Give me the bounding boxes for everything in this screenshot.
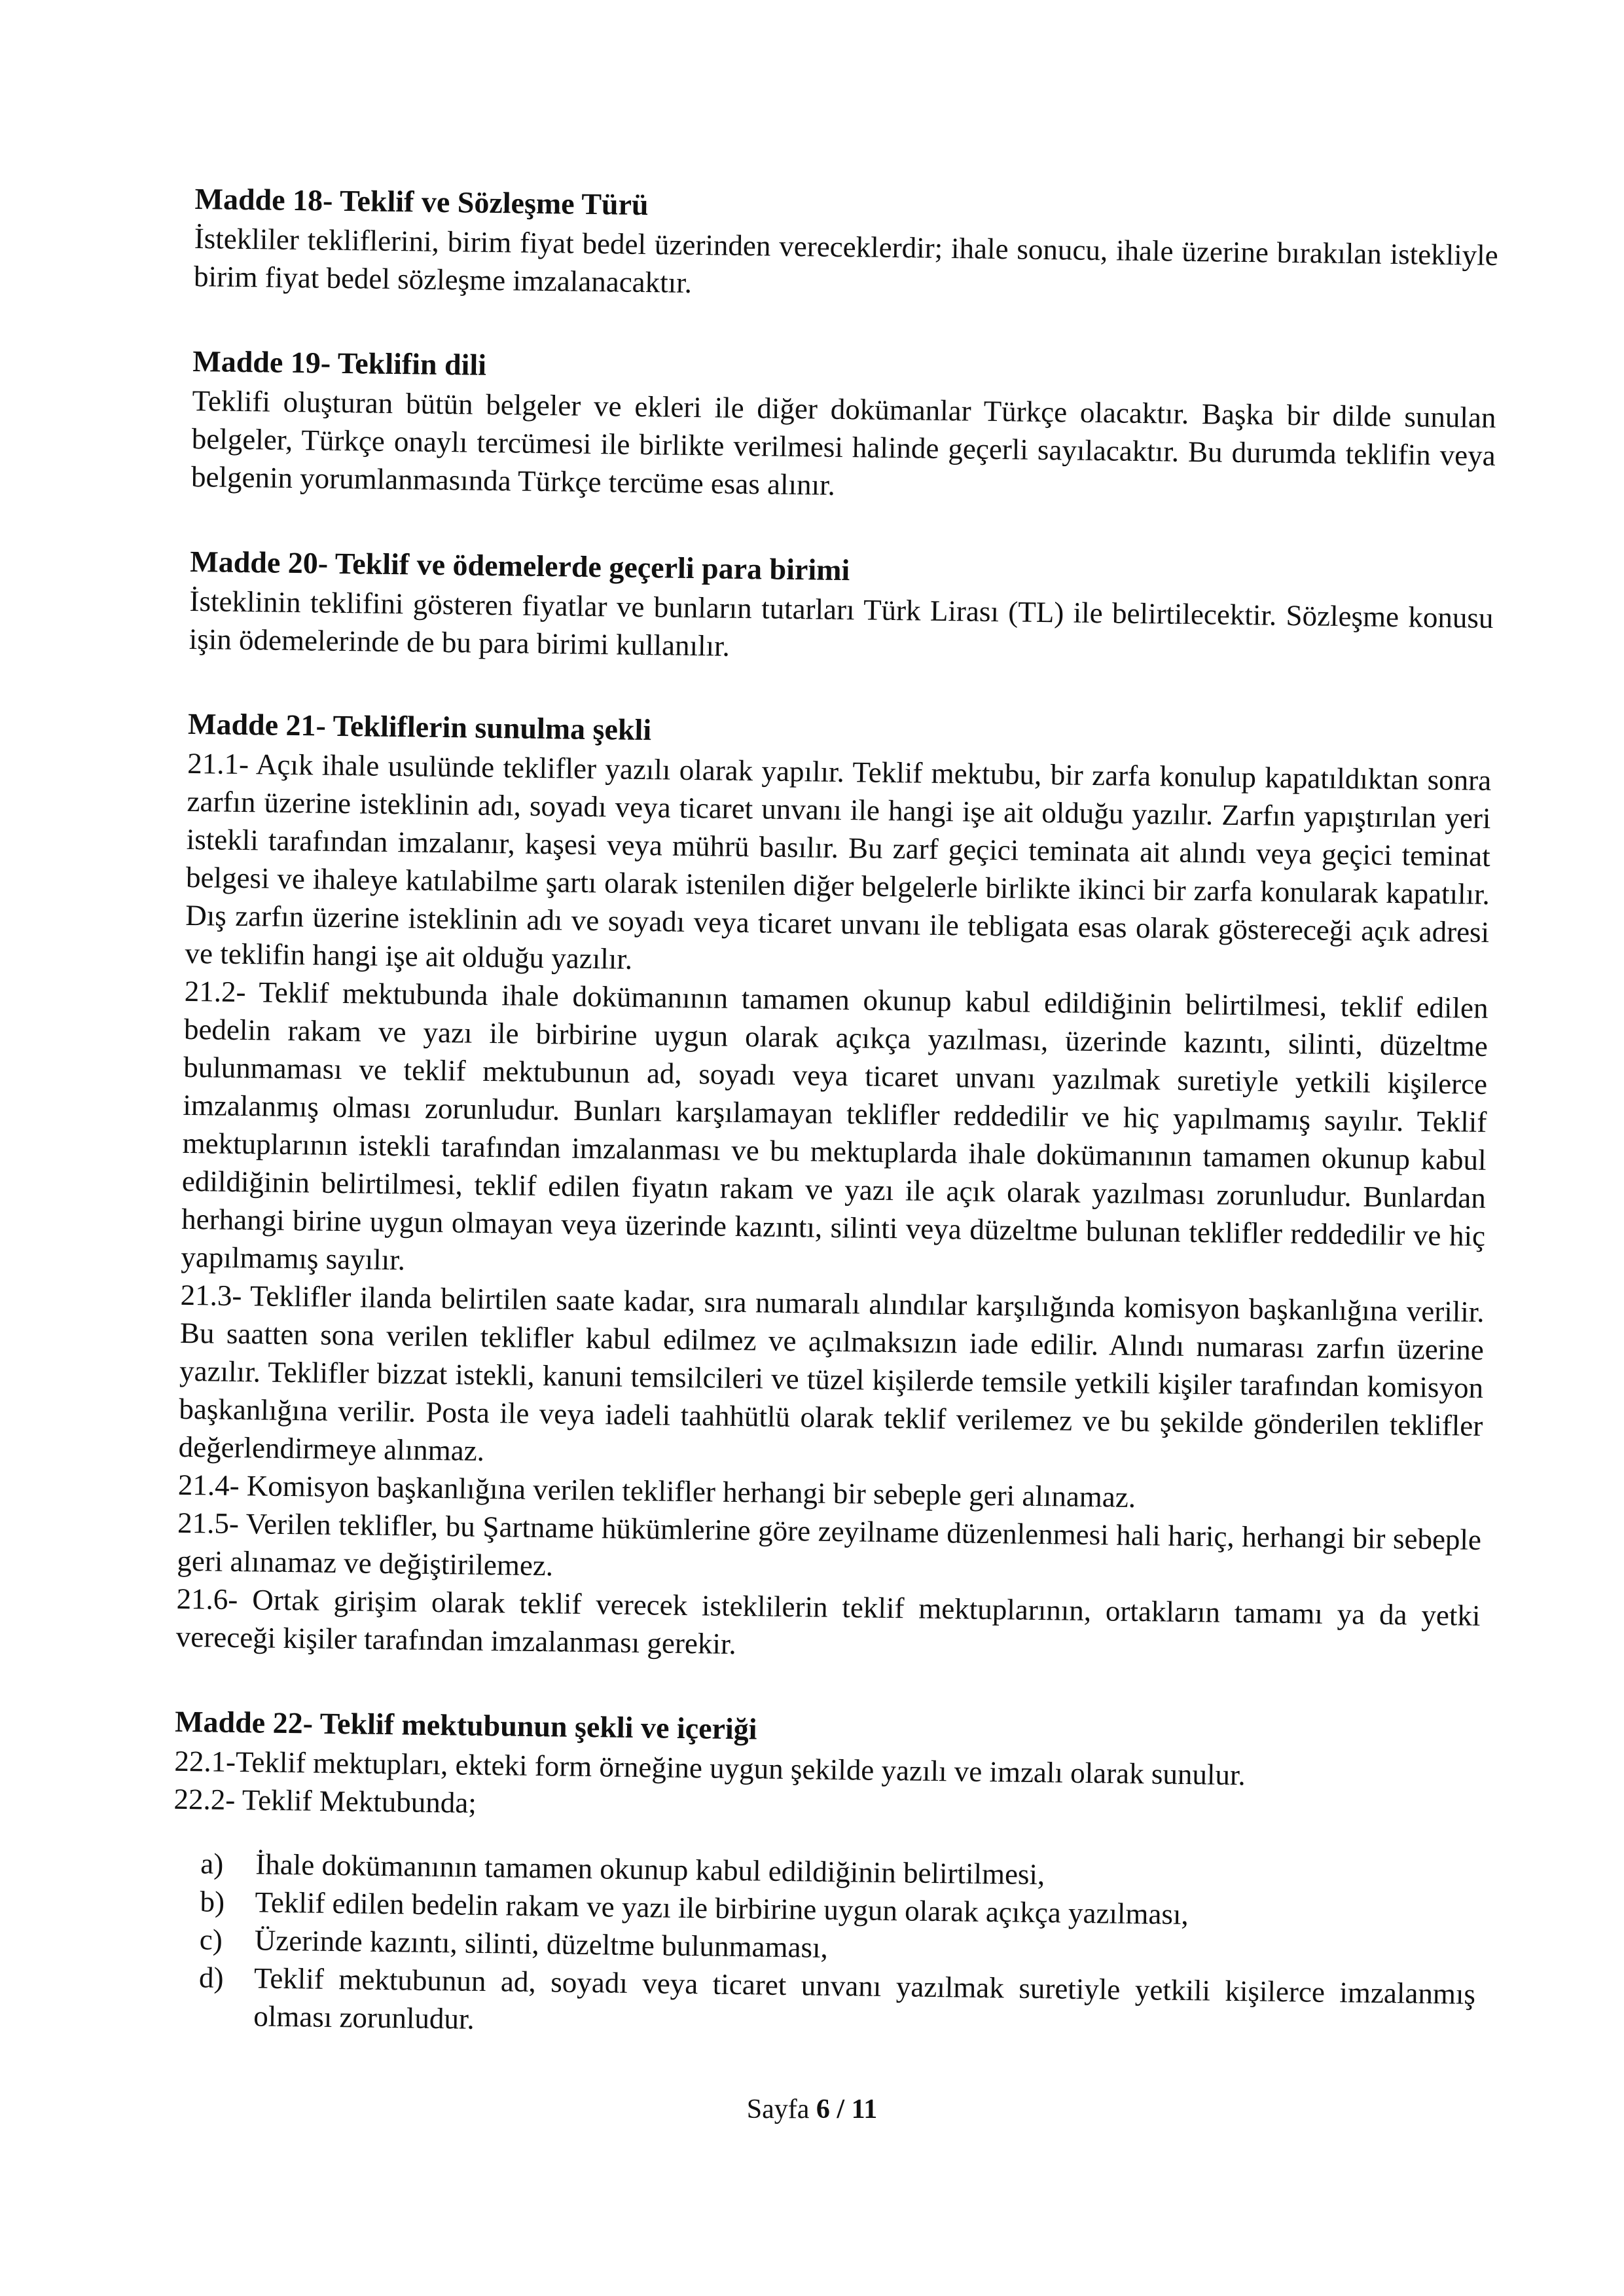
article-heading: Madde 22- Teklif mektubunun şekli ve içeriği: [174, 1704, 757, 1746]
article-paragraph: İstekliler tekliflerini, birim fiyat bedel üzerinden vereceklerdir; ihale sonucu, ihale üzerine bırakılan istekliyle birim fiyat bedel sözleşme imzalanacaktır.: [193, 221, 1498, 299]
list-item-text: Teklif edilen bedelin rakam ve yazı ile birbirine uygun olarak açıkça yazılması,: [255, 1886, 1189, 1931]
page-number: 6: [816, 2094, 830, 2124]
list-item-text: İhale dokümanının tamamen okunup kabul edildiğinin belirtilmesi,: [255, 1848, 1045, 1891]
page-footer: [0, 2094, 1624, 2125]
page-content: [170, 180, 1499, 2098]
list-item: [171, 1958, 1475, 2051]
article-heading: Madde 21- Tekliflerin sunulma şekli: [187, 706, 652, 747]
clause-21-2: 21.2- Teklif mektubunda ihale dokümanının tamamen okunup kabul edildiğinin belirtilmesi, teklif edilen bedelin rakam ve yazı ile birbirine uygun olarak açıkça yazılması, üzerinde kazıntı, silinti, düzeltme bulunmaması ve teklif mektubunun ad, soyadı veya ticaret unvanı yazılmak suretiyle yetkili kişilerce imzalanmış olması zorunludur. Bunları karşılamayan teklifler reddedilir ve hiç yapılmamış sayılır. Teklif mektuplarının istekli tarafından imzalanması ve bu mektuplarda ihale dokümanının tamamen okunup kabul edildiğinin belirtilmesi, teklif edilen fiyatın rakam ve yazı ile açık olarak yazılması zorunludur. Bunlardan herhangi birine uygun olmayan veya üzerinde kazıntı, silinti veya düzeltme bulunan teklifler reddedilir ve hiç yapılmamış sayılır.: [181, 974, 1489, 1277]
article-18: [194, 180, 1499, 312]
clause-22-1: 22.1-Teklif mektupları, ekteki form örneğine uygun şekilde yazılı ve imzalı olarak sunulur.: [174, 1744, 1246, 1792]
clause-22-2: 22.2- Teklif Mektubunda;: [173, 1782, 477, 1819]
page-total: 11: [851, 2094, 878, 2124]
article-21: [175, 705, 1492, 1673]
clause-21-6: 21.6- Ortak girişim olarak teklif verecek isteklilerin teklif mektuplarının, ortakların tamamı ya da yetki vereceği kişiler tarafından imzalanması gerekir.: [175, 1582, 1481, 1661]
clause-21-4: 21.4- Komisyon başkanlığına verilen teklifler herhangi bir sebeple geri alınamaz.: [177, 1468, 1136, 1514]
list-marker: a): [200, 1847, 224, 1880]
list-marker: b): [200, 1885, 225, 1918]
article-heading: Madde 18- Teklif ve Sözleşme Türü: [194, 181, 649, 222]
clause-21-1: 21.1- Açık ihale usulünde teklifler yazılı olarak yapılır. Teklif mektubu, bir zarfa konulup kapatıldıktan sonra zarfın üzerine isteklinin adı, soyadı veya ticaret unvanı ile hangi işe ait olduğu yazılır. Zarfın yapıştırılan yeri istekli tarafından imzalanır, kaşesi veya mührü basılır. Bu zarf geçici teminata ait alındı veya geçici teminat belgesi ve ihaleye katılabilme şartı olarak istenilen diğer belgelerle birlikte ikinci bir zarfa konularak kapatılır. Dış zarfın üzerine isteklinin adı ve soyadı veya ticaret unvanı ile tebligata esas olarak göstereceği açık adresi ve teklifin hangi işe ait olduğu yazılır.: [185, 746, 1492, 975]
article-19: [191, 342, 1497, 513]
list-marker: c): [199, 1923, 223, 1956]
clause-21-5: 21.5- Verilen teklifler, bu Şartname hükümlerine göre zeyilname düzenlenmesi hali hariç, herhangi bir sebeple geri alınamaz ve değiştirilemez.: [177, 1506, 1482, 1582]
list-marker: d): [198, 1961, 224, 1994]
list-item-text: Teklif mektubunun ad, soyadı veya ticaret unvanı yazılmak suretiyle yetkili kişilerce imzalanmış olması zorunludur.: [253, 1961, 1476, 2035]
list-item-text: Üzerinde kazıntı, silinti, düzeltme bulunmaması,: [254, 1923, 829, 1964]
article-paragraph: İsteklinin teklifini gösteren fiyatlar ve bunların tutarları Türk Lirası (TL) ile belirtilecektir. Sözleşme konusu işin ödemelerinde de bu para birimi kullanılır.: [189, 584, 1494, 663]
page-separator: /: [837, 2094, 845, 2124]
clause-21-3: 21.3- Teklifler ilanda belirtilen saate kadar, sıra numaralı alındılar karşılığında komisyon başkanlığına verilir. Bu saatten sona verilen teklifler kabul edilmez ve açılmaksızın iade edilir. Alındı numarası zarfın üzerine yazılır. Teklifler bizzat istekli, kanuni temsilcileri ve tüzel kişilerde temsile yetkili kişiler tarafından komisyon başkanlığına verilir. Posta ile veya iadeli taahhütlü olarak teklif verilemez ve bu şekilde gönderilen teklifler değerlendirmeye alınmaz.: [178, 1278, 1485, 1467]
article-paragraph: Teklifi oluşturan bütün belgeler ve ekleri ile diğer dokümanlar Türkçe olacaktır. Başka bir dilde sunulan belgeler, Türkçe onaylı tercümesi ile birlikte verilmesi halinde geçerli sayılacaktır. Bu durumda teklifin veya belgenin yorumlanmasında Türkçe tercüme esas alınır.: [190, 384, 1496, 501]
page-label: Sayfa: [746, 2094, 810, 2124]
article-22: [171, 1703, 1479, 2051]
article-heading: Madde 19- Teklifin dili: [192, 344, 487, 382]
requirements-list: [171, 1844, 1477, 2051]
article-heading: Madde 20- Teklif ve ödemelerde geçerli para birimi: [190, 544, 850, 587]
article-20: [189, 543, 1494, 675]
